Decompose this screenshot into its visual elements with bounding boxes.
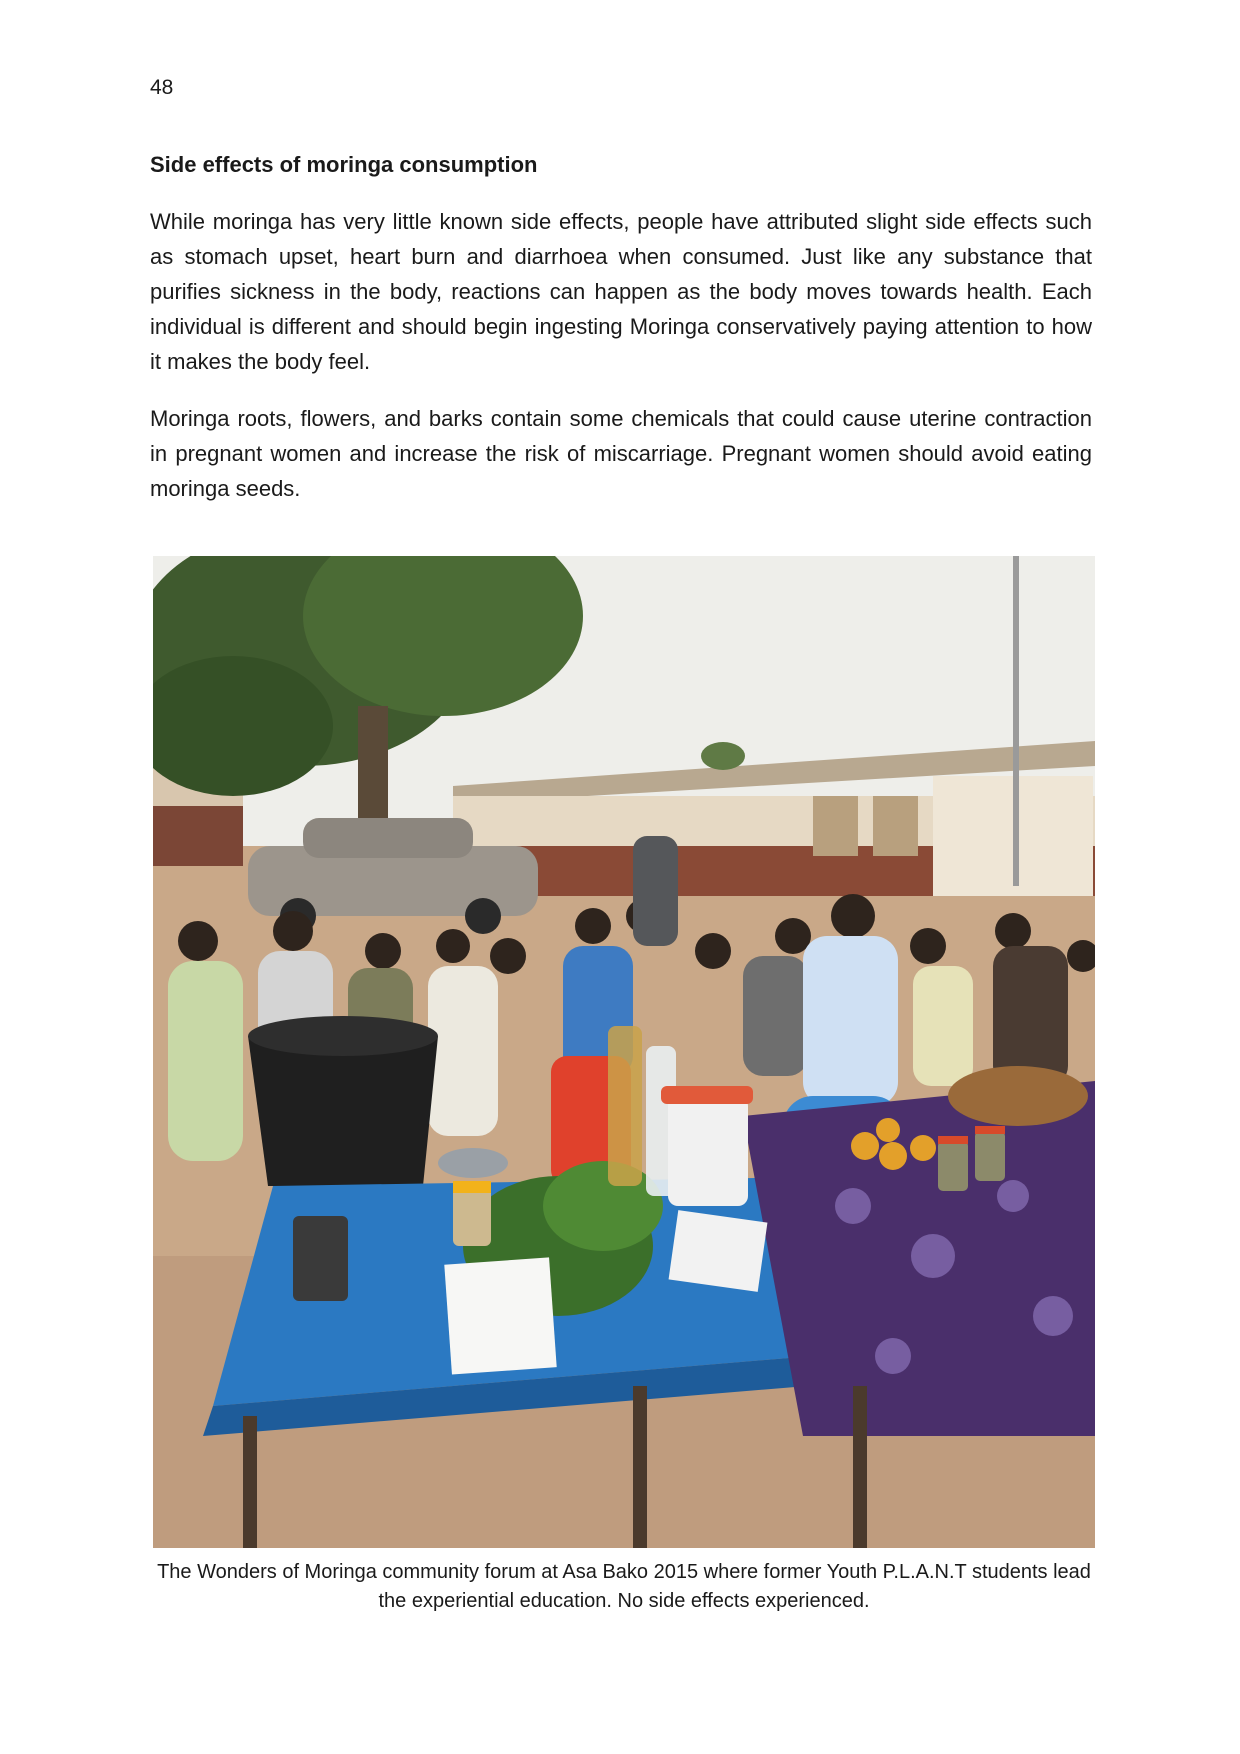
body-paragraph-side-effects: While moringa has very little known side effects, people have attributed slight side effects such as stomach upset, heart burn and diarrhoea when consumed. Just like any substance that purifies sickness in the body, reactions can happen as the body moves towards health. Each individual is different and should begin ingesting Moringa conservatively paying attention to how it makes the body feel. [150,209,1092,374]
page-number: 48 [150,76,174,99]
figure-caption: The Wonders of Moringa community forum at Asa Bako 2015 where former Youth P.L.A.N.T students lead the experiential education. No side effects experienced. [157,1561,1091,1612]
body-paragraph-pregnancy-warning: Moringa roots, flowers, and barks contain some chemicals that could cause uterine contraction in pregnant women and increase the risk of miscarriage. Pregnant women should avoid eating moringa seeds. [150,406,1092,501]
community-forum-photo [153,556,1095,1548]
section-heading: Side effects of moringa consumption [150,152,538,177]
